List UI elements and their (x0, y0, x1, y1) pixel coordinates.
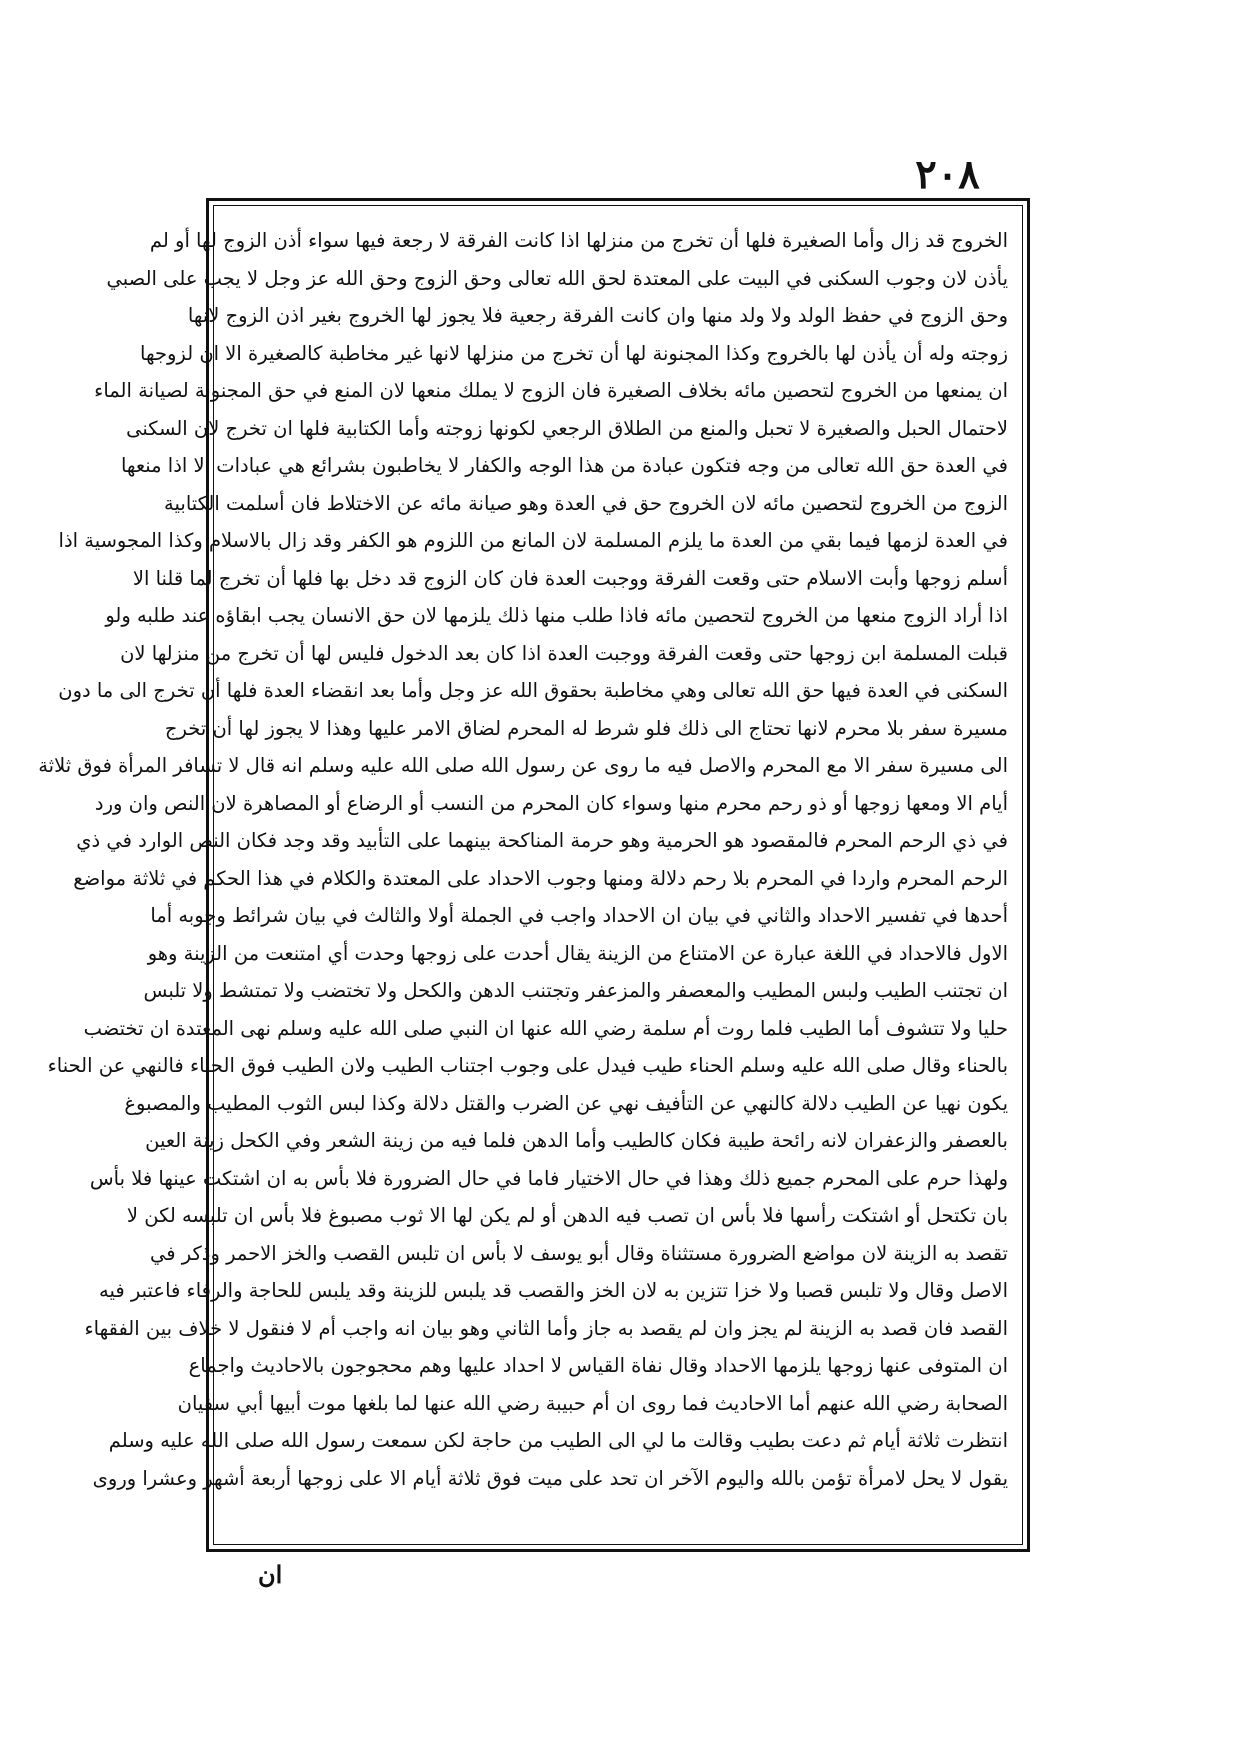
text-line: مسيرة سفر بلا محرم لانها تحتاج الى ذلك فلو شرط له المحرم لضاق الامر عليها وهذا لا يجوز لها أن تخرج (164, 716, 1008, 740)
text-line: في ذي الرحم المحرم فالمقصود هو الحرمية وهو حرمة المناكحة بينهما على التأبيد وقد وجد فكان النص الوارد في ذي (76, 829, 1008, 852)
text-line: بالعصفر والزعفران لانه رائحة طيبة فكان كالطيب وأما الدهن فلما فيه من زينة الشعر وفي الكحل زينة العين (145, 1129, 1008, 1152)
page-frame-inner-rule (38, 205, 1023, 1545)
text-line: اذا أراد الزوج منعها من الخروج لتحصين مائه فاذا طلب منها ذلك يلزمها لان حق الانسان يجب ابقاؤه عند طلبه ولو (105, 604, 1008, 627)
page-number: ٢٠٨ (915, 151, 980, 198)
text-line: وحق الزوج في حفظ الولد ولا ولد منها وان كانت الفرقة رجعية فلا يجوز لها الخروج بغير اذن الزوج لانها (187, 304, 1008, 327)
text-line: ولهذا حرم على المحرم جميع ذلك وهذا في حال الاختيار فاما في حال الضرورة فلا بأس به ان اشتكت عينها فلا بأس (89, 1166, 1008, 1190)
text-line: أسلم زوجها وأبت الاسلام حتى وقعت الفرقة ووجبت العدة فان كان الزوج قد دخل بها فلها أن تخرج لما قلنا الا (132, 566, 1008, 590)
text-line: في العدة حق الله تعالى من وجه فتكون عبادة من هذا الوجه والكفار لا يخاطبون بشرائع هي عبادات الا اذا منعها (120, 454, 1008, 477)
text-line: ان يمنعها من الخروج لتحصين مائه بخلاف الصغيرة فان الزوج لا يملك منعها لان المنع في حق المجنونة لصيانة الماء (94, 379, 1008, 402)
text-line: الخروج قد زال وأما الصغيرة فلها أن تخرج من منزلها اذا كانت الفرقة لا رجعة فيها سواء أذن الزوج لها أو لم (149, 229, 1008, 252)
text-line: يأذن لان وجوب السكنى في البيت على المعتدة لحق الله تعالى وحق الزوج وحق الله عز وجل لا يجب على الصبي (106, 266, 1008, 290)
text-line: الصحابة رضي الله عنهم أما الاحاديث فما روى ان أم حبيبة رضي الله عنها لما بلغها موت أبيها أبي سفيان (177, 1391, 1008, 1415)
text-line: ان تجتنب الطيب ولبس المطيب والمعصفر والمزعفر وتجتنب الدهن والكحل ولا تختضب ولا تمتشط ولا تلبس (143, 979, 1008, 1002)
text-line: حليا ولا تتشوف أما الطيب فلما روت أم سلمة رضي الله عنها ان النبي صلى الله عليه وسلم نهى المعتدة ان تختضب (83, 1016, 1008, 1040)
text-line: القصد فان قصد به الزينة لم يجز وان لم يقصد به جاز وأما الثاني وهو بيان انه واجب أم لا فنقول لا خلاف بين الفقهاء (84, 1316, 1008, 1340)
text-line: الى مسيرة سفر الا مع المحرم والاصل فيه ما روى عن رسول الله صلى الله عليه وسلم انه قال لا تسافر المرأة فوق ثلاثة (38, 754, 1008, 777)
text-line: يكون نهيا عن الطيب دلالة كالنهي عن التأفيف نهي عن الضرب والقتل دلالة وكذا لبس الثوب المطيب والمصبوغ (124, 1091, 1008, 1115)
text-line: لاحتمال الحبل والصغيرة لا تحبل والمنع من الطلاق الرجعي لكونها زوجته وأما الكتابية فلها ان تخرج لان السكنى (126, 416, 1008, 440)
text-line: انتظرت ثلاثة أيام ثم دعت بطيب وقالت ما لي الى الطيب من حاجة لكن سمعت رسول الله صلى الله عليه وسلم (108, 1429, 1008, 1452)
catchword: ان (258, 1560, 283, 1589)
text-line: زوجته وله أن يأذن لها بالخروج وكذا المجنونة لها أن تخرج من منزلها لانها غير مخاطبة كالصغيرة الا ان لزوجها (140, 341, 1008, 365)
text-line: الرحم المحرم واردا في المحرم بلا رحم دلالة ومنها وجوب الاحداد على المعتدة والكلام في هذا الحكم في ثلاثة مواضع (73, 866, 1008, 890)
text-line: بان تكتحل أو اشتكت رأسها فلا بأس ان تصب فيه الدهن أو لم يكن لها الا ثوب مصبوغ فلا بأس ان تلبسه لكن لا (126, 1204, 1008, 1227)
text-line: في العدة لزمها فيما بقي من العدة ما يلزم المسلمة لان المانع من اللزوم هو الكفر وقد زال بالاسلام وكذا المجوسية اذا (58, 529, 1008, 552)
text-block (38, 222, 1008, 1530)
page-frame (38, 198, 1030, 1552)
text-line: أيام الا ومعها زوجها أو ذو رحم محرم منها وسواء كان المحرم من النسب أو الرضاع أو المصاهرة لان النص وان ورد (94, 791, 1008, 815)
text-line: ان المتوفى عنها زوجها يلزمها الاحداد وقال نفاة القياس لا احداد عليها وهم محجوجون بالاحاديث واجماع (188, 1354, 1008, 1377)
text-line: الاول فالاحداد في اللغة عبارة عن الامتناع من الزينة يقال أحدت على زوجها وحدت أي امتنعت من الزينة وهو (147, 941, 1008, 965)
text-line: بالحناء وقال صلى الله عليه وسلم الحناء طيب فيدل على وجوب اجتناب الطيب ولان الطيب فوق الحناء فالنهي عن الحناء (47, 1054, 1008, 1077)
text-line: السكنى في العدة فيها حق الله تعالى وهي مخاطبة بحقوق الله عز وجل وأما بعد انقضاء العدة فلها أن تخرج الى ما دون (58, 679, 1008, 702)
text-line: قبلت المسلمة ابن زوجها حتى وقعت الفرقة ووجبت العدة اذا كان بعد الدخول فليس لها أن تخرج من منزلها لان (120, 641, 1008, 665)
text-line: تقصد به الزينة لان مواضع الضرورة مستثناة وقال أبو يوسف لا بأس ان تلبس القصب والخز الاحمر وذكر في (149, 1241, 1008, 1265)
text-line: يقول لا يحل لامرأة تؤمن بالله واليوم الآخر ان تحد على ميت فوق ثلاثة أيام الا على زوجها أربعة أشهر وعشرا وروى (92, 1466, 1008, 1490)
text-line: أحدها في تفسير الاحداد والثاني في بيان ان الاحداد واجب في الجملة أولا والثالث في بيان شرائط وجوبه أما (150, 904, 1008, 927)
text-line: الزوج من الخروج لتحصين مائه لان الخروج حق في العدة وهو صيانة مائه عن الاختلاط فان أسلمت الكتابية (164, 491, 1008, 515)
text-line: الاصل وقال ولا تلبس قصبا ولا خزا تتزين به لان الخز والقصب قد يلبس للزينة وقد يلبس للحاجة والرفاء فاعتبر فيه (99, 1279, 1008, 1302)
